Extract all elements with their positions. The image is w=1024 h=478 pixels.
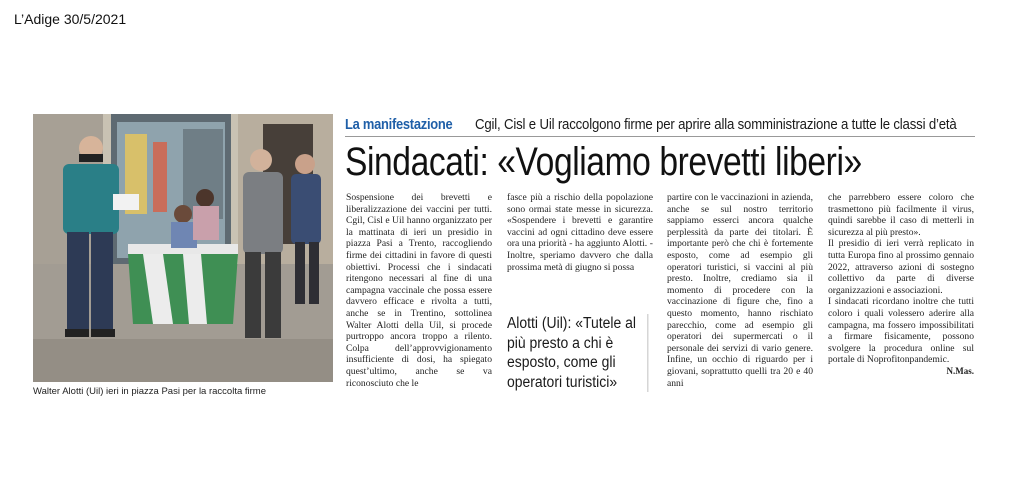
kicker: La manifestazione	[345, 115, 453, 133]
column-4-paragraph-2: Il presidio di ieri verrà replicato in tutta Europa fino al prossimo gennaio 2022, attraverso azioni di sostegno collettivo da parte di diverse organizzazioni e associazioni.	[828, 238, 974, 296]
kicker-row	[345, 112, 975, 137]
newspaper-clipping	[33, 108, 975, 408]
column-1-text: Sospensione dei brevetti e liberalizzazione dei vaccini per tutti. Cgil, Cisl e Uil hanno organizzato per la mattinata di ieri un presidio in piazza Pasi a Trento, raccogliendo firme dei cittadini in favore di questi obiettivi. Processi che i sindacati ritengono necessari al fine di una campagna vaccinale che possa essere davvero efficace e rivolta a tutti, anche se in Trentino, sottolinea Walter Alotti della Uil, si procede purtroppo ancora troppo a rilento. Colpa dell’approvvigionamento insufficiente di dosi, ha spiegato quest’ultimo, anche se va riconosciuto che le	[346, 192, 492, 389]
article-column-3	[667, 192, 813, 404]
author-signature: N.Mas.	[946, 365, 974, 376]
article-photo	[33, 114, 333, 382]
article-column-2	[507, 192, 653, 310]
column-4-paragraph-3: I sindacati ricordano inoltre che tutti coloro i quali volessero aderire alla campagna, ma fossero impossibilitati a firmare fisicamente, possono svolgere la procedura online sul portale di Noprofitonpandemic.	[828, 296, 974, 366]
photo-caption: Walter Alotti (Uil) ieri in piazza Pasi per la raccolta firme	[33, 386, 266, 397]
column-4-paragraph-1: che parrebbero essere coloro che trasmettono più facilmente il virus, quindi sarebbe il caso di metterli in sicurezza al più presto».	[828, 192, 974, 238]
pull-quote: Alotti (Uil): «Tutele al più presto a chi è esposto, come gli operatori turistici»	[507, 314, 648, 392]
article-column-1	[346, 192, 492, 389]
article-column-4	[828, 192, 974, 378]
headline: Sindacati: «Vogliamo brevetti liberi»	[345, 140, 862, 184]
column-2-text: fasce più a rischio della popolazione sono ormai state messe in sicurezza. «Sospendere i brevetti e garantire vaccini ad ogni cittadino deve essere ora una priorità - ha aggiunto Alotti. - Inoltre, speriamo davvero che dalla prossima metà di giugno si possa	[507, 192, 653, 273]
subheadline: Cgil, Cisl e Uil raccolgono firme per aprire alla somministrazione a tutte le classi d’età	[475, 115, 957, 133]
column-3-text: partire con le vaccinazioni in azienda, anche se sul nostro territorio sappiamo esserci ancora qualche perplessità da parte dei titolari. È importante però che chi è fortemente esposto, come ad esempio gli operatori turistici, si vaccini al più presto. Inoltre, crediamo sia il momento di procedere con la vaccinazione di figure che, fino a questo momento, hanno rischiato parecchio, come ad esempio gli operatori dei supermercati o il personale dei servizi di vario genere. Infine, un occhio di riguardo per i giovani, soprattutto quelli tra 20 e 40 anni	[667, 192, 813, 389]
source-label: L’Adige 30/5/2021	[14, 11, 127, 27]
